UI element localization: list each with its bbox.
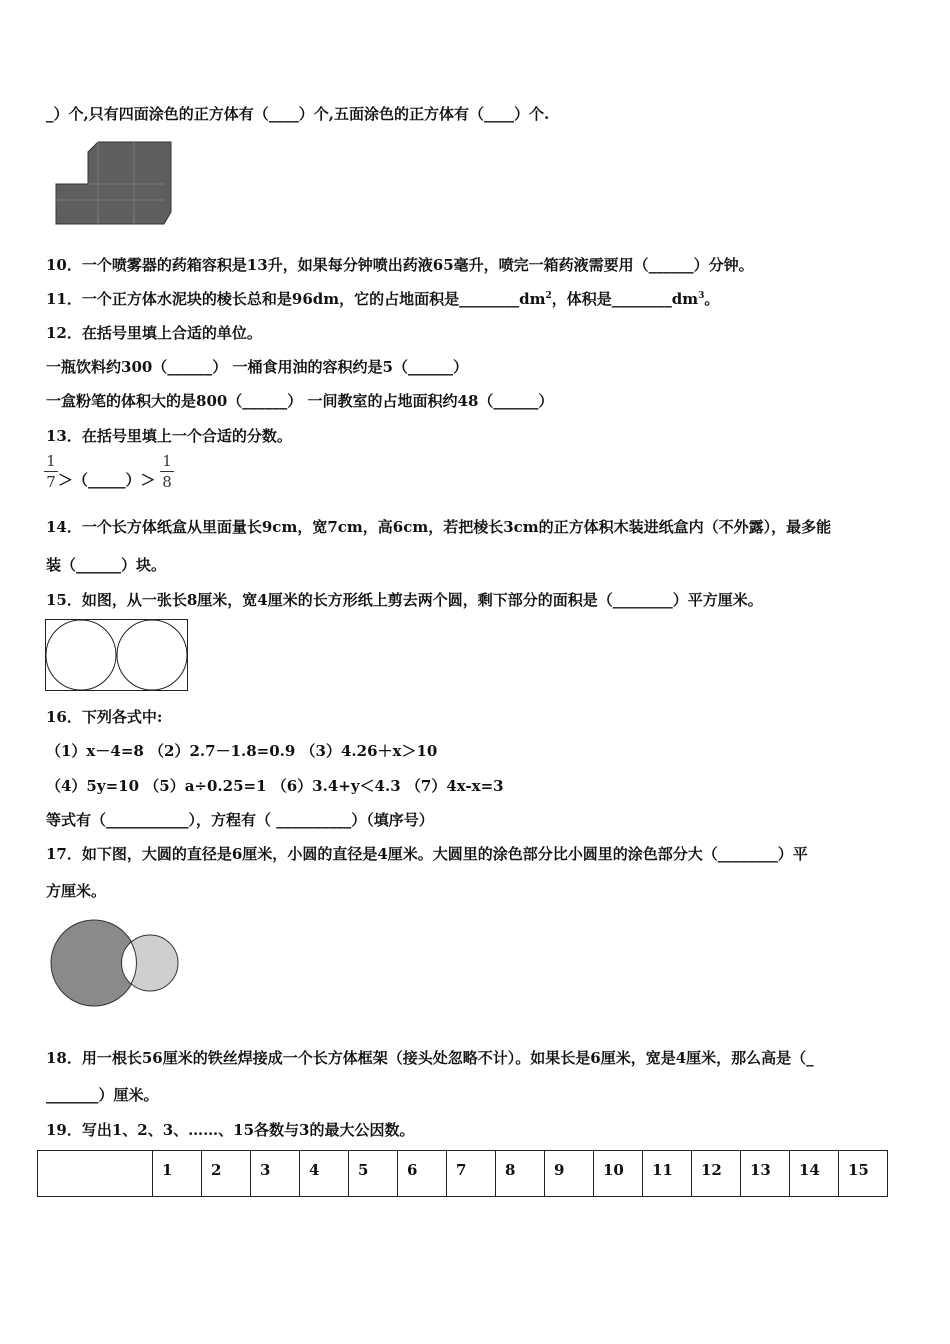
- fraction-left-den: 7: [46, 473, 56, 491]
- fraction-right-den: 8: [162, 473, 172, 491]
- q12-text: 12．在括号里填上合适的单位。: [46, 324, 262, 342]
- q11-text: [46, 289, 719, 309]
- table-cell: 15: [839, 1151, 888, 1197]
- q16-row-1: （1）x－4=8 （2）2.7－1.8=0.9 （3）4.26＋x＞10: [46, 742, 438, 760]
- overlapping-circles-figure: [50, 917, 182, 1009]
- table-cell: 11: [643, 1151, 692, 1197]
- q18-line-2: _______）厘米。: [46, 1086, 159, 1104]
- table-cell: 2: [202, 1151, 251, 1197]
- table-cell: 6: [398, 1151, 447, 1197]
- q18-line-1: 18．用一根长56厘米的铁丝焊接成一个长方体框架（接头处忽略不计）。如果长是6厘米，宽是4厘米，那么高是（_: [46, 1049, 814, 1067]
- table-cell: 7: [447, 1151, 496, 1197]
- q14-line-2: 装（______）块。: [46, 556, 167, 574]
- table-cell: 13: [741, 1151, 790, 1197]
- q12-item-1: 一瓶饮料约300（______） 一桶食用油的容积约是5（______）: [46, 358, 468, 376]
- table-cell: 5: [349, 1151, 398, 1197]
- table-cell: 14: [790, 1151, 839, 1197]
- q9-tail: _）个,只有四面涂色的正方体有（____）个,五面涂色的正方体有（____）个.: [46, 105, 550, 123]
- cube-figure: [54, 140, 174, 228]
- q13-text: 13．在括号里填上一个合适的分数。: [46, 427, 292, 445]
- q14-line-1: 14．一个长方体纸盒从里面量长9cm，宽7cm，高6cm，若把棱长3cm的正方体积木装进纸盒内（不外露），最多能: [46, 518, 832, 536]
- q16-text: 16．下列各式中:: [46, 708, 163, 726]
- q10-text: 10．一个喷雾器的药箱容积是13升，如果每分钟喷出药液65毫升，喷完一箱药液需要用（______）分钟。: [46, 256, 754, 274]
- table-cell: 4: [300, 1151, 349, 1197]
- table-cell: 8: [496, 1151, 545, 1197]
- fraction-left: [44, 452, 58, 491]
- q11-sup-1: 2: [545, 291, 552, 301]
- q15-text: 15．如图，从一张长8厘米，宽4厘米的长方形纸上剪去两个圆，剩下部分的面积是（________）平方厘米。: [46, 591, 763, 609]
- q11-part-b: ，体积是________dm: [551, 290, 699, 308]
- table-cell: [38, 1151, 153, 1197]
- q11-part-c: 。: [704, 290, 720, 308]
- table-cell: 10: [594, 1151, 643, 1197]
- table-cell: 12: [692, 1151, 741, 1197]
- table-row: [38, 1151, 888, 1197]
- gcd-table: [37, 1150, 888, 1197]
- fraction-right: [160, 452, 174, 491]
- q17-line-2: 方厘米。: [46, 882, 107, 900]
- q11-sup-2: 3: [698, 291, 705, 301]
- fraction-right-num: 1: [162, 452, 172, 470]
- table-cell: 1: [153, 1151, 202, 1197]
- q16-row-2: （4）5y=10 （5）a÷0.25=1 （6）3.4+y＜4.3 （7）4x-x=3: [46, 777, 504, 795]
- rectangle-circles-figure: [45, 619, 189, 692]
- table-cell: 3: [251, 1151, 300, 1197]
- q19-text: 19．写出1、2、3、……、15各数与3的最大公因数。: [46, 1121, 415, 1139]
- q16-row-3: 等式有（___________），方程有（ __________）（填序号）: [46, 811, 434, 829]
- q11-part-a: 11．一个正方体水泥块的棱长总和是96dm，它的占地面积是________dm: [46, 290, 546, 308]
- table-cell: 9: [545, 1151, 594, 1197]
- q13-compare: ＞（_____）＞: [58, 471, 156, 489]
- fraction-left-num: 1: [46, 452, 56, 470]
- q12-item-2: 一盒粉笔的体积大的是800（______） 一间教室的占地面积约48（______）: [46, 392, 554, 410]
- q17-line-1: 17．如下图，大圆的直径是6厘米，小圆的直径是4厘米。大圆里的涂色部分比小圆里的涂色部分大（________）平: [46, 845, 808, 863]
